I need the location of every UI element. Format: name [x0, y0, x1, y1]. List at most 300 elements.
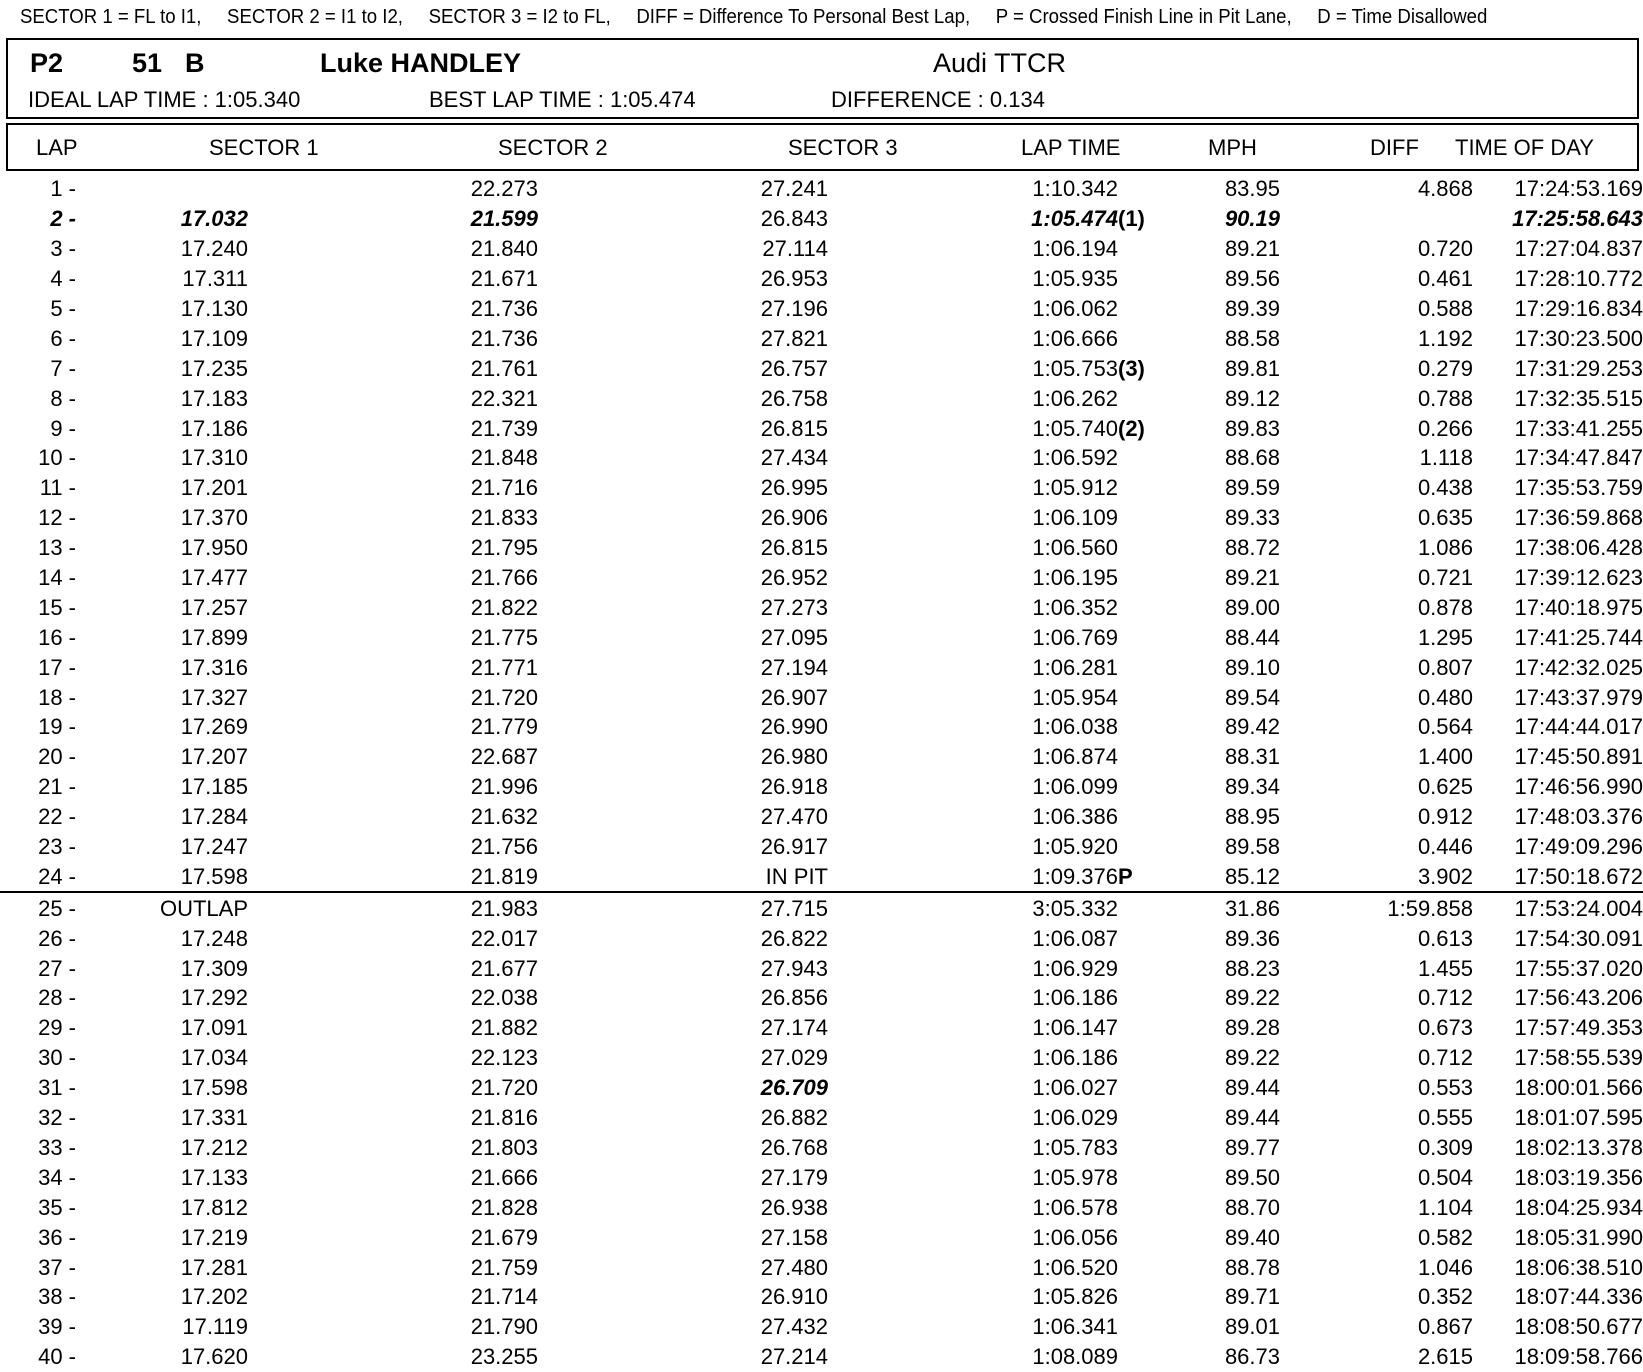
sector2-time: 21.816	[470, 1105, 538, 1131]
lap-speed: 89.10	[1224, 654, 1280, 680]
lap-time: 1:06.874	[1032, 744, 1118, 770]
sector2-time: 22.273	[470, 176, 538, 202]
lap-time: 1:06.186	[1032, 1045, 1118, 1071]
lap-diff: 1.104	[1417, 1194, 1473, 1220]
sector1-time: 17.034	[180, 1045, 248, 1071]
driver-info-box	[6, 38, 1639, 119]
lap-time: 1:06.195	[1032, 565, 1118, 591]
lap-number: 13 -	[38, 535, 76, 561]
lap-time: 1:06.929	[1032, 955, 1118, 981]
column-header-row	[6, 123, 1639, 171]
table-row	[0, 953, 1643, 983]
lap-flag	[1118, 234, 1170, 264]
time-of-day: 18:01:07.595	[1514, 1105, 1643, 1131]
sector2-time: 21.739	[470, 415, 538, 441]
table-row	[0, 861, 1643, 892]
lap-speed: 89.44	[1224, 1075, 1280, 1101]
sector2-time: 21.714	[470, 1284, 538, 1310]
sector3-time: 26.822	[760, 925, 828, 951]
lap-time: 1:05.978	[1032, 1164, 1118, 1190]
lap-number: 35 -	[38, 1194, 76, 1220]
lap-speed: 89.59	[1224, 475, 1280, 501]
lap-diff: 1.086	[1417, 535, 1473, 561]
lap-time: 1:09.376	[828, 861, 1118, 892]
sector2-time: 21.996	[470, 774, 538, 800]
lap-diff: 0.553	[1417, 1075, 1473, 1101]
table-row	[0, 923, 1643, 953]
table-row	[0, 892, 1643, 923]
lap-speed: 89.22	[1224, 985, 1280, 1011]
lap-flag	[1118, 1192, 1170, 1222]
time-of-day: 17:42:32.025	[1514, 654, 1643, 680]
lap-time: 1:06.027	[1032, 1075, 1118, 1101]
lap-time: 1:05.954	[1032, 684, 1118, 710]
time-of-day: 17:33:41.255	[1514, 415, 1643, 441]
col-sector1: SECTOR 1	[209, 135, 319, 160]
lap-time: 1:06.560	[1032, 535, 1118, 561]
sector2-time: 22.017	[470, 925, 538, 951]
sector3-time: 27.715	[760, 895, 828, 921]
sector3-time: 26.918	[760, 774, 828, 800]
sector1-time: 17.201	[180, 475, 248, 501]
lap-diff: 1.192	[1417, 325, 1473, 351]
legend-pit: P = Crossed Finish Line in Pit Lane,	[995, 6, 1292, 28]
sector1-time: 17.091	[180, 1015, 248, 1041]
sector3-time: 27.158	[760, 1224, 828, 1250]
time-of-day: 18:05:31.990	[1514, 1224, 1643, 1250]
lap-time: 1:06.062	[1032, 296, 1118, 321]
time-of-day: 18:07:44.336	[1514, 1284, 1643, 1310]
lap-diff: 0.480	[1417, 684, 1473, 710]
table-row	[0, 443, 1643, 473]
lap-difference: DIFFERENCE : 0.134	[831, 87, 1045, 112]
sector2-time: 21.671	[470, 266, 538, 292]
legend-disallowed: D = Time Disallowed	[1317, 6, 1488, 28]
lap-time: 1:08.089	[1032, 1344, 1118, 1370]
lap-flag	[1118, 533, 1170, 563]
table-row	[0, 204, 1643, 234]
lap-time: 1:05.912	[1032, 475, 1118, 501]
sector1-time: 17.186	[180, 415, 248, 441]
lap-flag	[1118, 1342, 1170, 1372]
lap-number: 18 -	[38, 684, 76, 710]
lap-speed: 88.44	[1224, 624, 1280, 650]
lap-diff: 0.867	[1417, 1314, 1473, 1340]
lap-flag	[1118, 1103, 1170, 1133]
lap-diff	[1280, 204, 1473, 234]
time-of-day: 17:48:03.376	[1514, 804, 1643, 830]
sector2-time: 21.840	[470, 236, 538, 262]
sector3-time: IN PIT	[538, 861, 828, 892]
sector2-time: 22.321	[470, 385, 538, 411]
lap-speed: 89.81	[1224, 355, 1280, 381]
sector3-time: 26.995	[760, 475, 828, 501]
lap-speed: 88.68	[1224, 445, 1280, 471]
lap-number: 29 -	[38, 1015, 76, 1041]
lap-speed: 89.83	[1224, 415, 1280, 441]
sector3-time: 26.882	[760, 1105, 828, 1131]
time-of-day: 18:09:58.766	[1514, 1344, 1643, 1370]
lap-diff: 0.461	[1417, 266, 1473, 292]
lap-number: 40 -	[38, 1344, 76, 1370]
sector2-time: 21.756	[470, 834, 538, 860]
time-of-day: 17:43:37.979	[1514, 684, 1643, 710]
sector3-time: 27.241	[760, 176, 828, 202]
time-of-day: 17:28:10.772	[1514, 266, 1643, 292]
lap-diff: 1.400	[1417, 744, 1473, 770]
sector3-time: 27.273	[760, 594, 828, 620]
sector1-time: 17.620	[180, 1344, 248, 1370]
table-row	[0, 1162, 1643, 1192]
sector1-time: 17.477	[180, 565, 248, 591]
lap-time: 1:06.386	[1032, 804, 1118, 830]
sector3-time: 26.843	[760, 206, 828, 232]
table-row	[0, 652, 1643, 682]
time-of-day: 17:31:29.253	[1514, 355, 1643, 381]
sector2-time: 21.833	[470, 505, 538, 531]
lap-flag	[1118, 622, 1170, 652]
lap-time: 1:05.740	[1032, 415, 1118, 441]
lap-diff: 0.504	[1417, 1164, 1473, 1190]
lap-number: 5 -	[50, 296, 76, 321]
sector3-time: 27.943	[760, 955, 828, 981]
lap-flag	[1118, 832, 1170, 862]
sector1-time: 17.130	[180, 296, 248, 321]
table-row	[0, 413, 1643, 443]
sector3-time: 26.952	[760, 565, 828, 591]
lap-flag	[1118, 323, 1170, 353]
lap-speed: 89.33	[1224, 505, 1280, 531]
table-row	[0, 1342, 1643, 1372]
lap-flag	[1118, 264, 1170, 294]
lap-diff: 0.635	[1417, 505, 1473, 531]
sector2-time: 21.666	[470, 1164, 538, 1190]
lap-flag	[1118, 953, 1170, 983]
sector3-time: 27.821	[760, 325, 828, 351]
lap-time: 1:06.578	[1032, 1194, 1118, 1220]
lap-number: 27 -	[38, 955, 76, 981]
lap-number: 31 -	[38, 1075, 76, 1101]
lap-diff: 0.807	[1417, 654, 1473, 680]
lap-number: 3 -	[50, 236, 76, 262]
lap-diff: 1.046	[1417, 1254, 1473, 1280]
car-class: B	[185, 48, 205, 78]
lap-flag	[1118, 563, 1170, 593]
lap-diff: 4.868	[1417, 176, 1473, 202]
sector3-time: 26.758	[760, 385, 828, 411]
lap-flag	[1118, 174, 1170, 204]
table-row	[0, 563, 1643, 593]
table-row	[0, 323, 1643, 353]
lap-number: 15 -	[38, 594, 76, 620]
sector3-time: 26.990	[760, 714, 828, 740]
lap-speed: 88.78	[1224, 1254, 1280, 1280]
sector1-time: 17.598	[180, 1075, 248, 1101]
sector2-time: 21.720	[470, 684, 538, 710]
sector3-time: 26.910	[760, 1284, 828, 1310]
table-row	[0, 742, 1643, 772]
lap-time: 3:05.332	[1032, 895, 1118, 921]
sector2-time: 21.766	[470, 565, 538, 591]
sector1-time: 17.257	[180, 594, 248, 620]
lap-flag	[1118, 892, 1170, 923]
sector1-time: 17.202	[180, 1284, 248, 1310]
lap-speed: 31.86	[1224, 895, 1280, 921]
sector1-time: 17.247	[180, 834, 248, 860]
sector2-time: 22.123	[470, 1045, 538, 1071]
table-row	[0, 1252, 1643, 1282]
sector1-time: 17.899	[180, 624, 248, 650]
col-lap: LAP	[36, 135, 78, 160]
time-of-day: 17:40:18.975	[1514, 594, 1643, 620]
sector3-time: 27.194	[760, 654, 828, 680]
sector3-time: 26.906	[760, 505, 828, 531]
table-row	[0, 473, 1643, 503]
sector1-time: 17.812	[180, 1194, 248, 1220]
col-sector3: SECTOR 3	[788, 135, 898, 160]
best-lap-time: BEST LAP TIME : 1:05.474	[429, 87, 696, 112]
lap-speed: 89.01	[1224, 1314, 1280, 1340]
lap-flag	[1118, 443, 1170, 473]
sector2-time: 23.255	[470, 1344, 538, 1370]
sector2-time: 21.716	[470, 475, 538, 501]
time-of-day: 18:06:38.510	[1514, 1254, 1643, 1280]
sector1-time: 17.281	[180, 1254, 248, 1280]
lap-time: 1:06.520	[1032, 1254, 1118, 1280]
lap-diff: 1.118	[1419, 445, 1473, 471]
time-of-day: 17:32:35.515	[1514, 385, 1643, 411]
lap-time: 1:05.920	[1032, 834, 1118, 860]
sector3-time: 26.757	[760, 355, 828, 381]
lap-number: 14 -	[38, 565, 76, 591]
lap-diff: 0.588	[1417, 296, 1473, 321]
sector1-time: 17.248	[180, 925, 248, 951]
table-row	[0, 1192, 1643, 1222]
lap-diff: 0.625	[1417, 774, 1473, 800]
lap-number: 26 -	[38, 925, 76, 951]
lap-flag: (2)	[1118, 415, 1145, 441]
time-of-day: 17:45:50.891	[1514, 744, 1643, 770]
table-row	[0, 1013, 1643, 1043]
driver-position: P2	[30, 48, 64, 78]
lap-diff: 0.266	[1417, 415, 1473, 441]
sector1-time: 17.185	[180, 774, 248, 800]
lap-number: 2 -	[50, 206, 76, 232]
lap-flag	[1118, 1133, 1170, 1163]
lap-flag	[1118, 1013, 1170, 1043]
time-of-day: 17:30:23.500	[1514, 325, 1643, 351]
sector3-time: 27.179	[760, 1164, 828, 1190]
sector2-time: 21.720	[470, 1075, 538, 1101]
time-of-day: 18:04:25.934	[1514, 1194, 1643, 1220]
table-row	[0, 1043, 1643, 1073]
table-row	[0, 174, 1643, 204]
lap-speed: 89.54	[1224, 684, 1280, 710]
lap-time: 1:05.935	[1032, 266, 1118, 292]
col-mph: MPH	[1208, 135, 1257, 160]
sector3-time: 26.953	[760, 266, 828, 292]
table-row	[0, 264, 1643, 294]
lap-diff: 0.555	[1417, 1105, 1473, 1131]
lap-table-body	[0, 174, 1643, 1372]
lap-number: 39 -	[38, 1314, 76, 1340]
lap-number: 24 -	[0, 861, 76, 892]
legend-sector2: SECTOR 2 = I1 to I2,	[227, 6, 403, 28]
lap-diff: 1.455	[1417, 955, 1473, 981]
table-row	[0, 983, 1643, 1013]
car-number: 51	[132, 48, 163, 78]
sector3-time: 26.917	[760, 834, 828, 860]
time-of-day: 17:27:04.837	[1514, 236, 1643, 262]
lap-time: 1:06.281	[1032, 654, 1118, 680]
sector2-time: 21.736	[470, 325, 538, 351]
lap-time: 1:05.783	[1032, 1134, 1118, 1160]
table-row	[0, 1282, 1643, 1312]
time-of-day: 17:29:16.834	[1514, 296, 1643, 321]
lap-time: 1:06.186	[1032, 985, 1118, 1011]
table-row	[0, 234, 1643, 264]
sector2-time: 21.759	[470, 1254, 538, 1280]
lap-flag	[1118, 682, 1170, 712]
sector2-time: 21.848	[470, 445, 538, 471]
lap-table	[0, 174, 1643, 1372]
lap-flag	[1118, 503, 1170, 533]
lap-speed: 89.00	[1224, 594, 1280, 620]
time-of-day: 17:44:44.017	[1514, 714, 1643, 740]
lap-diff: 1:59.858	[1387, 895, 1473, 921]
table-row	[0, 772, 1643, 802]
lap-number: 36 -	[38, 1224, 76, 1250]
lap-diff: 0.673	[1417, 1015, 1473, 1041]
car-model: Audi TTCR	[933, 48, 1067, 78]
table-row	[0, 1222, 1643, 1252]
sector1-time: 17.235	[180, 355, 248, 381]
sector2-time: 21.822	[470, 594, 538, 620]
lap-time: 1:06.352	[1032, 594, 1118, 620]
sector3-time: 27.174	[760, 1015, 828, 1041]
time-of-day: 17:58:55.539	[1514, 1045, 1643, 1071]
lap-speed: 83.95	[1224, 176, 1280, 202]
sector3-time: 26.709	[760, 1075, 828, 1101]
sector3-time: 27.095	[760, 624, 828, 650]
lap-time: 1:06.147	[1032, 1015, 1118, 1041]
lap-speed: 90.19	[1224, 206, 1280, 232]
lap-diff: 0.712	[1417, 1045, 1473, 1071]
lap-flag	[1118, 1222, 1170, 1252]
time-of-day: 17:46:56.990	[1514, 774, 1643, 800]
sector1-time: 17.310	[180, 445, 248, 471]
lap-speed: 89.58	[1224, 834, 1280, 860]
time-of-day: 17:34:47.847	[1514, 445, 1643, 471]
time-of-day: 17:38:06.428	[1514, 535, 1643, 561]
lap-speed: 89.44	[1224, 1105, 1280, 1131]
sector2-time: 22.687	[470, 744, 538, 770]
lap-number: 12 -	[38, 505, 76, 531]
lap-time: 1:06.038	[1032, 714, 1118, 740]
lap-time: 1:06.056	[1032, 1224, 1118, 1250]
sector3-time: 27.470	[760, 804, 828, 830]
lap-number: 1 -	[50, 176, 76, 202]
lap-time: 1:05.753	[1032, 355, 1118, 381]
table-row	[0, 832, 1643, 862]
lap-speed: 89.21	[1224, 236, 1280, 262]
lap-speed: 88.72	[1224, 535, 1280, 561]
table-row	[0, 1312, 1643, 1342]
sector3-time: 26.768	[760, 1134, 828, 1160]
lap-diff: 0.878	[1417, 594, 1473, 620]
lap-speed: 88.70	[1224, 1194, 1280, 1220]
lap-diff: 0.564	[1417, 714, 1473, 740]
legend-sector3: SECTOR 3 = I2 to FL,	[428, 6, 611, 28]
lap-flag	[1118, 742, 1170, 772]
lap-number: 28 -	[38, 985, 76, 1011]
lap-diff: 0.352	[1417, 1284, 1473, 1310]
lap-number: 32 -	[38, 1105, 76, 1131]
time-of-day: 17:56:43.206	[1514, 985, 1643, 1011]
sector2-time: 21.632	[470, 804, 538, 830]
table-row	[0, 294, 1643, 324]
time-of-day: 17:25:58.643	[1512, 206, 1643, 232]
sector3-time: 27.196	[760, 296, 828, 321]
sector1-time: 17.207	[180, 744, 248, 770]
sector2-time: 21.882	[470, 1015, 538, 1041]
time-of-day: 17:50:18.672	[1473, 861, 1643, 892]
lap-number: 33 -	[38, 1134, 76, 1160]
table-row	[0, 682, 1643, 712]
lap-flag	[1118, 473, 1170, 503]
lap-flag: (3)	[1118, 355, 1145, 381]
lap-number: 9 -	[50, 415, 76, 441]
sector1-time	[76, 174, 248, 204]
table-row	[0, 383, 1643, 413]
sector3-time: 26.980	[760, 744, 828, 770]
lap-time: 1:06.341	[1032, 1314, 1118, 1340]
lap-diff: 0.279	[1417, 355, 1473, 381]
table-row	[0, 1103, 1643, 1133]
col-lap-time: LAP TIME	[1021, 135, 1121, 160]
sector2-time: 21.983	[470, 895, 538, 921]
lap-speed: 89.71	[1224, 1284, 1280, 1310]
lap-diff: 0.309	[1417, 1134, 1473, 1160]
lap-number: 4 -	[50, 266, 76, 292]
lap-diff: 0.582	[1417, 1224, 1473, 1250]
lap-diff: 0.712	[1417, 985, 1473, 1011]
lap-flag: (1)	[1118, 206, 1145, 232]
sector1-time: 17.269	[180, 714, 248, 740]
lap-time: 1:05.826	[1032, 1284, 1118, 1310]
sector1-time: 17.032	[180, 206, 248, 232]
lap-speed: 88.23	[1224, 955, 1280, 981]
sector1-time: 17.212	[180, 1134, 248, 1160]
time-of-day: 17:41:25.744	[1514, 624, 1643, 650]
lap-diff: 0.613	[1417, 925, 1473, 951]
sector2-time: 21.790	[470, 1314, 538, 1340]
time-of-day: 17:36:59.868	[1514, 505, 1643, 531]
lap-time: 1:06.029	[1032, 1105, 1118, 1131]
lap-time: 1:06.194	[1032, 236, 1118, 262]
lap-time: 1:10.342	[1032, 176, 1118, 202]
table-row	[0, 353, 1643, 383]
table-row	[0, 712, 1643, 742]
table-row	[0, 592, 1643, 622]
lap-number: 30 -	[38, 1045, 76, 1071]
lap-diff: 0.720	[1417, 236, 1473, 262]
lap-speed: 89.34	[1224, 774, 1280, 800]
time-of-day: 17:24:53.169	[1514, 176, 1643, 202]
time-of-day: 18:00:01.566	[1514, 1075, 1643, 1101]
sector1-time: 17.950	[180, 535, 248, 561]
lap-flag	[1118, 294, 1170, 324]
